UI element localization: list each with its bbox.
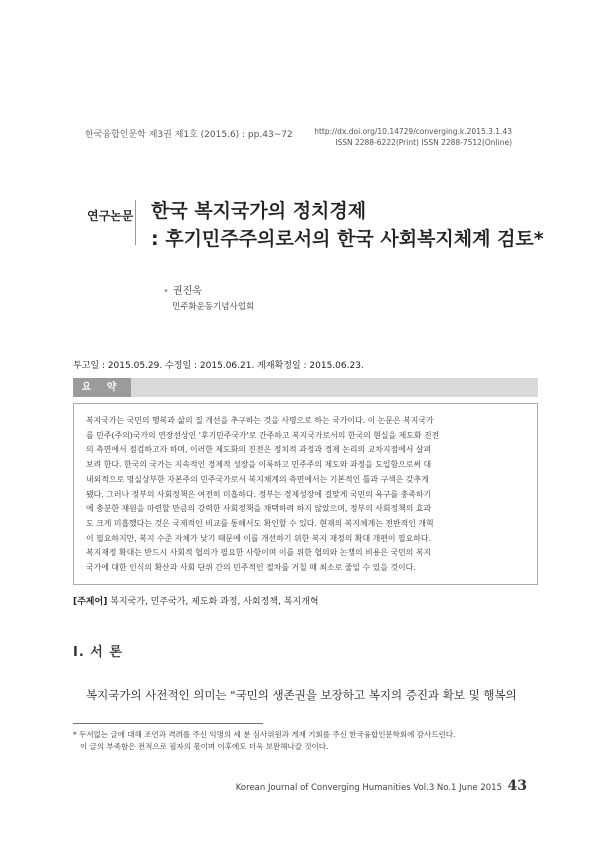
footnote-line-2: 이 글의 부족함은 전적으로 필자의 몫이며 이후에도 더욱 보완해나갈 것이다. [80,742,329,751]
body-first-line: 복지국가의 사전적인 의미는 "국민의 생존권을 보장하고 복지의 증진과 확보 및 행복의 [86,688,517,702]
footer-journal-text: Korean Journal of Converging Humanities Vol.3 No.1 June 2015 [235,783,502,793]
abstract-line: 국가에 대한 인식의 확산과 사회 단위 간의 민주적인 절차를 거칠 때 최소로 줄일 수 있을 것이다. [86,563,416,573]
journal-issue: 한국융합인문학 제3권 제1호 (2015.6) : pp.43~72 [85,130,293,140]
submission-dates: 투고일 : 2015.05.29. 수정일 : 2015.06.21. 게재확정일 : 2015.06.23. [73,361,364,371]
paper-title [151,197,544,253]
section-label: 연구논문 [87,209,134,223]
keywords [73,594,319,607]
author-name: 권진욱 [172,286,202,297]
footnote-line-1: * 두서없는 글에 대해 조언과 격려를 주신 익명의 세 분 심사위원과 게재 기회를 주신 한국융합인문학회에 감사드린다. [73,730,456,739]
abstract-line: 의 측면에서 점검하고자 하며, 이러한 제도화의 진전은 정치적 과정과 경제 논리의 교차지점에서 살펴 [86,445,432,455]
footnote [73,729,543,753]
abstract-line: 됐다. 그러나 정부의 사회정책은 여전히 미흡하다. 정부는 경제성장에 걸맞게 국민의 욕구를 충족하기 [86,489,432,499]
abstract-line: 이 필요하지만, 복지 수준 자체가 낮기 때문에 이를 개선하기 위한 복지 재정의 확대 개편이 필요하다. [86,533,432,543]
keywords-label: [주제어] [73,597,108,607]
abstract-line: 도 크게 미흡했다는 것은 국제적인 비교를 통해서도 확인할 수 있다. 현재의 복지체계는 전반적인 개혁 [86,518,434,528]
abstract-line: 에 충분한 재원을 마련할 만큼의 강력한 사회정책을 채택하려 하지 않았으며, 정부의 사회정책의 효과 [86,504,432,514]
section-heading: Ⅰ. 서 론 [73,645,123,660]
abstract-text [86,414,528,576]
keywords-text: 복지국가, 민주국가, 제도화 과정, 사회정책, 복지개혁 [110,597,319,607]
author-affiliation: 민주화운동기념사업회 [172,302,255,312]
abstract-line: 내외적으로 명실상부한 자본주의 민주국가로서 복지체계의 측면에서는 기본적인 틀과 구색은 갖추게 [86,474,429,484]
abstract-line: 복지재정 확대는 반드시 사회적 협의가 필요한 사항이며 이를 위한 협의와 논쟁의 비용은 국민의 복지 [86,548,432,558]
page-number: 43 [507,778,527,794]
abstract-line: 복지국가는 국민의 행복과 삶의 질 개선을 추구하는 것을 사명으로 하는 국가이다. 이 논문은 복지국가 [86,416,434,425]
title-divider [135,200,136,245]
footer-journal [236,783,502,793]
abstract-line: 를 민주(주의)국가의 연장선상인 '후기민주국가'로 간주하고 복지국가로서의 한국의 현실을 제도화 진전 [86,430,440,440]
abstract-label: 요 약 [73,378,131,397]
author-bullet: • [163,286,169,297]
abstract-header-bar [73,378,538,397]
title-line-2: : 후기민주주의로서의 한국 사회복지체계 검토* [151,228,544,250]
issn: ISSN 2288-6222(Print) ISSN 2288-7512(Online) [335,138,512,147]
abstract-line: 보려 한다. 한국의 국가는 지속적인 경제적 성장을 이룩하고 민주주의 제도와 과정을 도입함으로써 대 [86,460,432,470]
doi-link[interactable]: http://dx.doi.org/10.14729/converging.k.2015.3.1.43 [314,127,512,136]
header-right [314,126,512,148]
footnote-rule [73,723,263,724]
title-line-1: 한국 복지국가의 정치경제 [151,200,367,222]
author [163,282,202,297]
